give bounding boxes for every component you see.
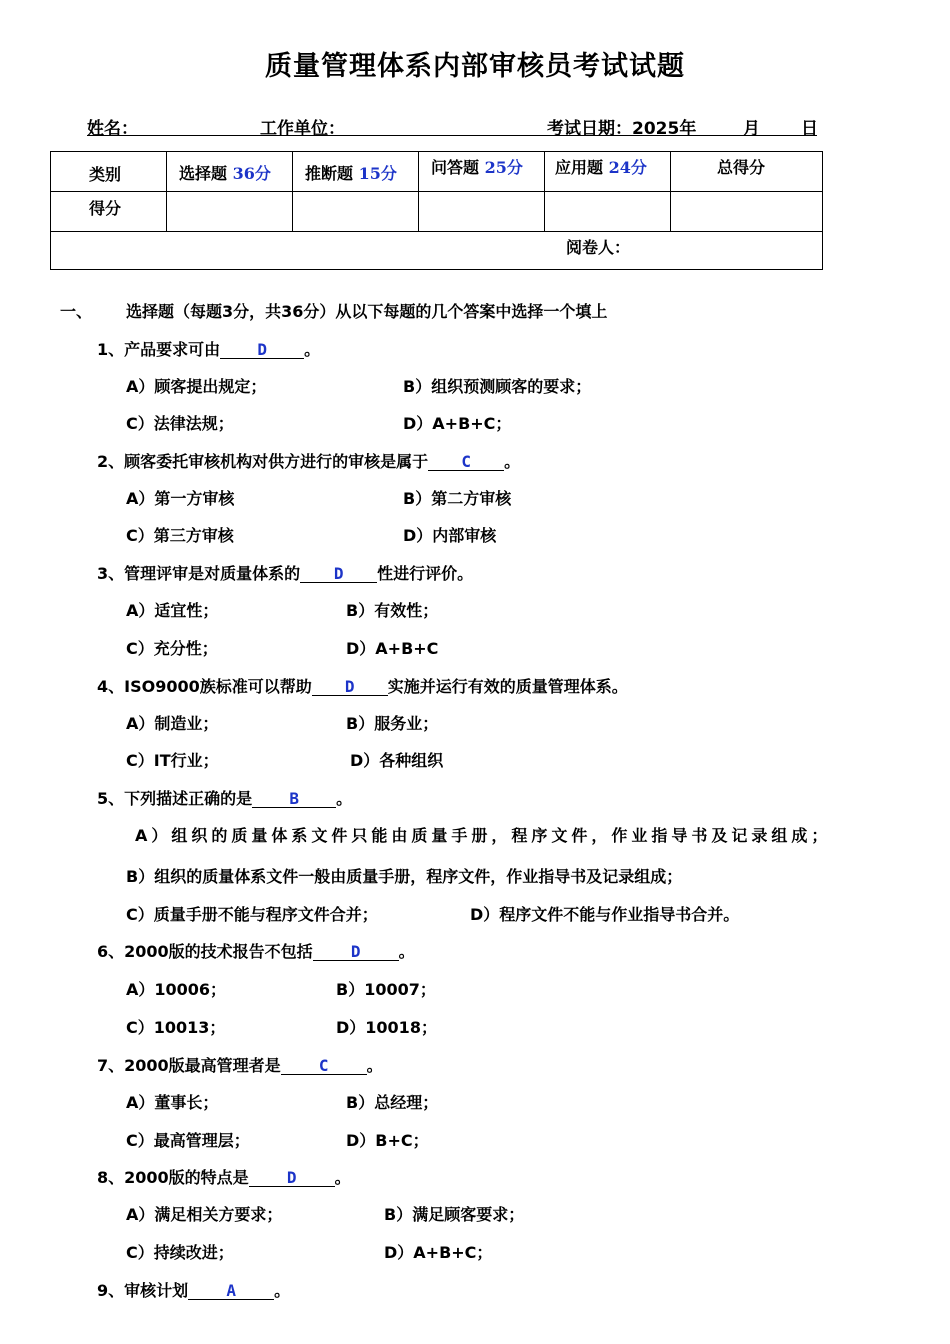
question-9: 9、审核计划 A 。	[97, 1281, 291, 1300]
exam-day-label: 日	[801, 119, 818, 139]
work-unit-label: 工作单位：	[260, 119, 345, 139]
score-table	[50, 151, 823, 270]
question-8: 8、2000版的特点是 D 。	[97, 1168, 351, 1187]
score-apply-cell[interactable]	[545, 192, 671, 232]
score-header-apply: 应用题 24分	[545, 152, 671, 192]
answer-blank-9[interactable]: A	[188, 1282, 274, 1300]
q3-option-c: C）充分性；	[126, 639, 218, 658]
judge-points: 15分	[358, 164, 397, 183]
q6-option-c: C）10013；	[126, 1018, 226, 1037]
q8-option-b: B）满足顾客要求；	[384, 1205, 525, 1224]
header-underline	[87, 135, 817, 136]
q7-option-c: C）最高管理层；	[126, 1131, 250, 1150]
question-6: 6、2000版的技术报告不包括 D 。	[97, 942, 415, 961]
score-header-total: 总得分	[671, 152, 823, 192]
q5-option-d: D）程序文件不能与作业指导书合并。	[470, 905, 740, 924]
answer-blank-5[interactable]: B	[252, 790, 336, 808]
question-4: 4、ISO9000族标准可以帮助 D 实施并运行有效的质量管理体系。	[97, 677, 628, 696]
answer-blank-3[interactable]: D	[300, 565, 377, 583]
q8-option-c: C）持续改进；	[126, 1243, 234, 1262]
q3-option-a: A）适宜性；	[126, 601, 219, 620]
q1-option-b: B）组织预测顾客的要求；	[403, 377, 592, 396]
answer-blank-6[interactable]: D	[313, 943, 399, 961]
question-2: 2、顾客委托审核机构对供方进行的审核是属于 C 。	[97, 452, 521, 471]
qa-points: 25分	[484, 158, 523, 177]
exam-month-label: 月	[743, 119, 760, 139]
section-heading: 选择题（每题3分，共36分）从以下每题的几个答案中选择一个填上	[126, 302, 608, 321]
q8-option-a: A）满足相关方要求；	[126, 1205, 283, 1224]
q3-option-b: B）有效性；	[346, 601, 439, 620]
answer-blank-2[interactable]: C	[428, 453, 504, 471]
reviewer-label: 阅卷人：	[566, 238, 631, 257]
score-header-category: 类别	[51, 152, 167, 192]
q7-option-d: D）B+C；	[346, 1131, 429, 1150]
q5-option-b: B）组织的质量体系文件一般由质量手册，程序文件，作业指导书及记录组成；	[126, 867, 683, 886]
question-5: 5、下列描述正确的是 B 。	[97, 789, 353, 808]
q8-option-d: D）A+B+C；	[384, 1243, 493, 1262]
answer-blank-7[interactable]: C	[281, 1057, 367, 1075]
score-header-choice: 选择题 36分	[167, 152, 293, 192]
question-7: 7、2000版最高管理者是 C 。	[97, 1056, 383, 1075]
score-header-qa: 问答题 25分	[419, 152, 545, 192]
score-judge-cell[interactable]	[293, 192, 419, 232]
question-3: 3、管理评审是对质量体系的 D 性进行评价。	[97, 564, 474, 583]
q1-option-a: A）顾客提出规定；	[126, 377, 267, 396]
q7-option-a: A）董事长；	[126, 1093, 219, 1112]
page-title: 质量管理体系内部审核员考试试题	[265, 51, 685, 82]
q2-option-a: A）第一方审核	[126, 489, 235, 508]
score-header-judge: 推断题 15分	[293, 152, 419, 192]
reviewer-row	[51, 232, 823, 270]
q2-option-b: B）第二方审核	[403, 489, 512, 508]
q6-option-b: B）10007；	[336, 980, 436, 999]
q5-option-c: C）质量手册不能与程序文件合并；	[126, 905, 378, 924]
q3-option-d: D）A+B+C	[346, 639, 439, 658]
q7-option-b: B）总经理；	[346, 1093, 439, 1112]
q2-option-d: D）内部审核	[403, 526, 497, 545]
q6-option-d: D）10018；	[336, 1018, 437, 1037]
q2-option-c: C）第三方审核	[126, 526, 234, 545]
q4-option-c: C）IT行业；	[126, 751, 219, 770]
q5-option-a: A）组织的质量体系文件只能由质量手册，程序文件，作业指导书及记录组成；	[135, 826, 832, 845]
answer-blank-8[interactable]: D	[249, 1169, 335, 1187]
q4-option-b: B）服务业；	[346, 714, 439, 733]
score-row-label: 得分	[51, 192, 167, 232]
name-label: 姓名：	[87, 119, 138, 139]
answer-blank-1[interactable]: D	[220, 341, 304, 359]
q1-option-d: D）A+B+C；	[403, 414, 512, 433]
score-total-cell[interactable]	[671, 192, 823, 232]
score-choice-cell[interactable]	[167, 192, 293, 232]
score-qa-cell[interactable]	[419, 192, 545, 232]
choice-points: 36分	[232, 164, 271, 183]
question-1: 1、产品要求可由 D 。	[97, 340, 321, 359]
q4-option-a: A）制造业；	[126, 714, 219, 733]
apply-points: 24分	[608, 158, 647, 177]
answer-blank-4[interactable]: D	[312, 678, 388, 696]
section-number: 一、	[60, 302, 93, 321]
exam-date-label: 考试日期：2025年	[547, 119, 697, 139]
q4-option-d: D）各种组织	[350, 751, 444, 770]
q1-option-c: C）法律法规；	[126, 414, 234, 433]
q6-option-a: A）10006；	[126, 980, 227, 999]
